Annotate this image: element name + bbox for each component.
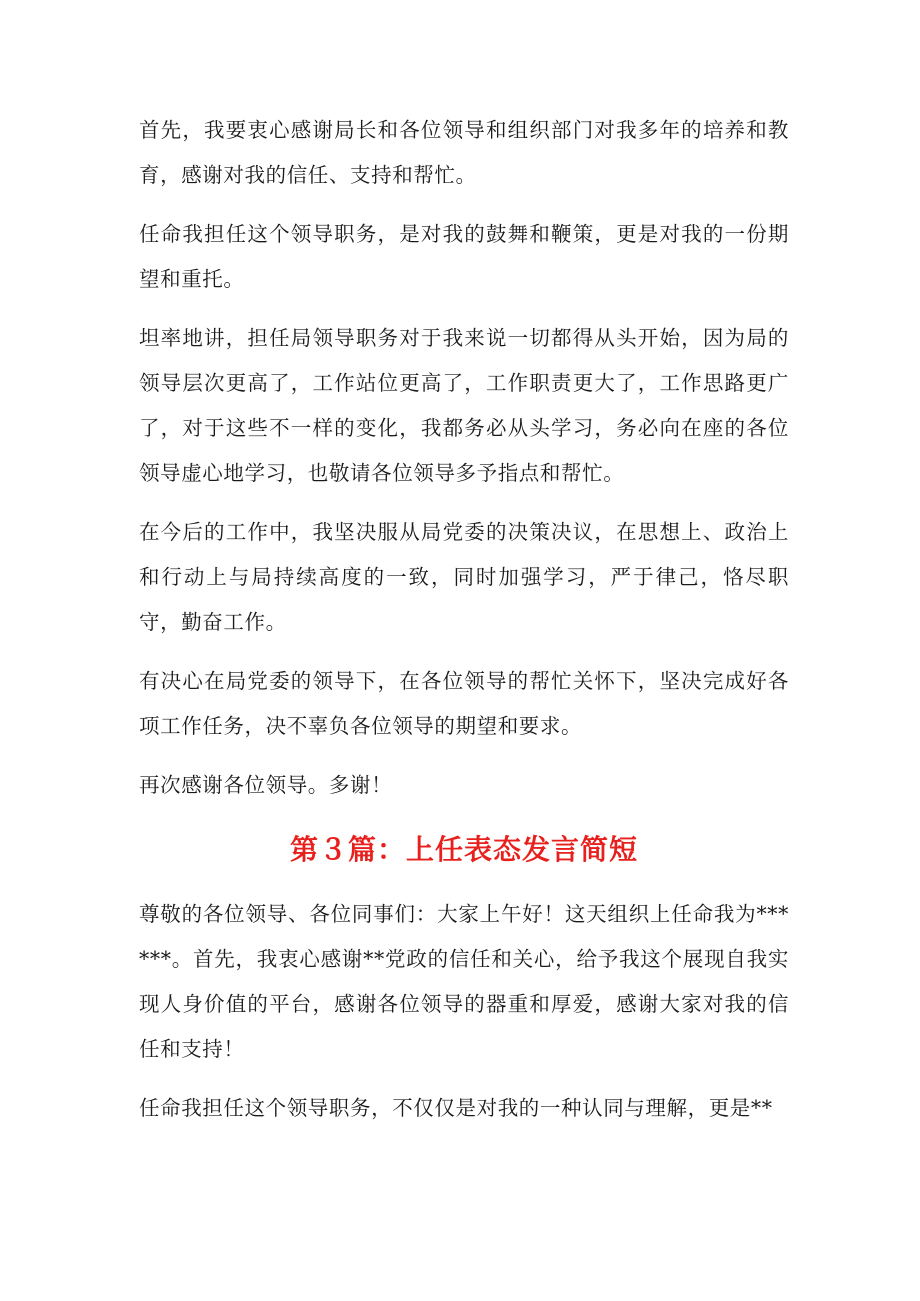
- paragraph-determination: 有决心在局党委的领导下，在各位领导的帮忙关怀下，坚决完成好各项工作任务，决不辜负各位领导的期望和要求。: [139, 669, 789, 738]
- paragraph-greeting: 尊敬的各位领导、各位同事们：大家上午好！这天组织上任命我为******。首先，我衷心感谢**党政的信任和关心，给予我这个展现自我实现人身价值的平台，感谢各位领导的器重和厚爱，感谢大家对我的信任和支持！: [139, 902, 789, 1061]
- document-body: [139, 108, 789, 1145]
- paragraph-closing: 再次感谢各位领导。多谢！: [139, 773, 393, 797]
- section-heading: 第３篇：上任表态发言简短: [289, 833, 638, 866]
- paragraph-thanks: 首先，我要衷心感谢局长和各位领导和组织部门对我多年的培养和教育，感谢对我的信任、支持和帮忙。: [139, 118, 789, 187]
- paragraph-appointment: 任命我担任这个领导职务，是对我的鼓舞和鞭策，更是对我的一份期望和重托。: [139, 222, 789, 291]
- paragraph-candid: 坦率地讲，担任局领导职务对于我来说一切都得从头开始，因为局的领导层次更高了，工作站位更高了，工作职责更大了，工作思路更广了，对于这些不一样的变化，我都务必从头学习，务必向在座的各位领导虚心地学习，也敬请各位领导多予指点和帮忙。: [139, 326, 789, 485]
- paragraph-appointment-2: 任命我担任这个领导职务，不仅仅是对我的一种认同与理解，更是**: [139, 1096, 773, 1120]
- paragraph-future-work: 在今后的工作中，我坚决服从局党委的决策决议，在思想上、政治上和行动上与局持续高度的一致，同时加强学习，严于律己，恪尽职守，勤奋工作。: [139, 520, 789, 634]
